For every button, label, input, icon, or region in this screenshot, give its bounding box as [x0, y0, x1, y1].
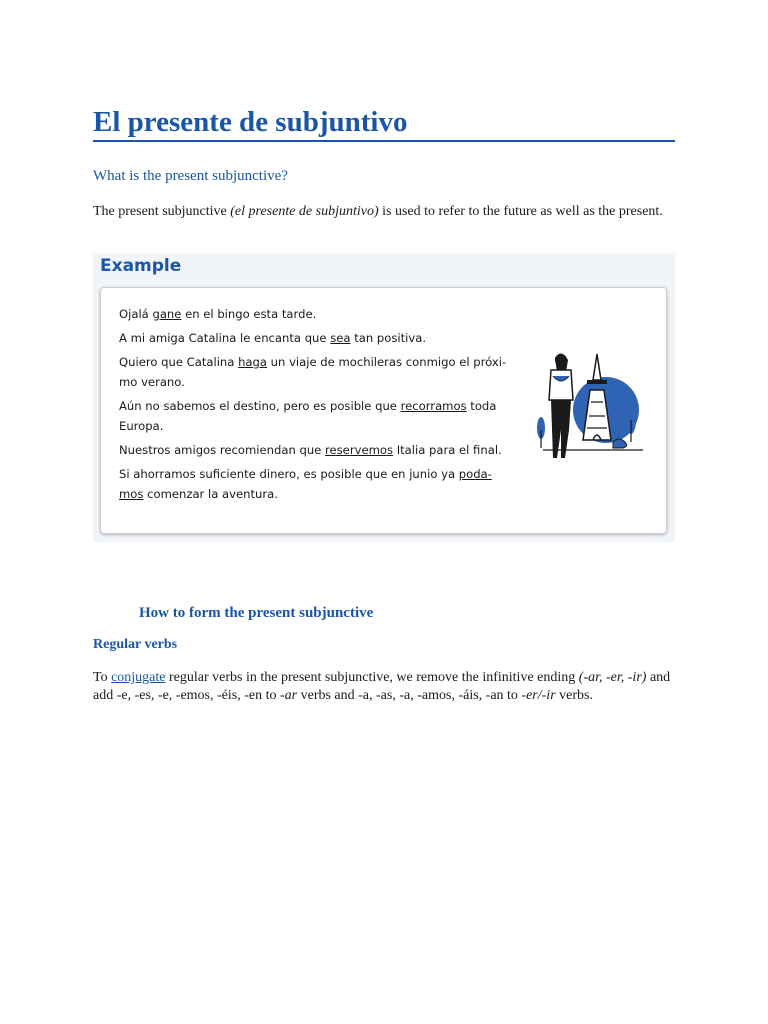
- line-text: Nuestros amigos recomiendan que: [119, 443, 325, 457]
- example-line: [119, 352, 514, 392]
- example-line: [119, 440, 514, 460]
- line-text: comenzar la aventura.: [143, 487, 278, 501]
- example-box: [93, 253, 675, 542]
- example-title: Example: [100, 256, 182, 276]
- page-title: El presente de subjuntivo: [93, 104, 675, 142]
- line-text: Ojalá: [119, 307, 153, 321]
- intro-question: What is the present subjunctive?: [93, 168, 288, 184]
- section-heading: How to form the present subjunctive: [139, 605, 374, 621]
- intro-text-italic: (el presente de subjuntivo): [230, 204, 379, 219]
- verb-underlined: sea: [330, 331, 351, 345]
- para-text: verbs and -a, -as, -a, -amos, -áis, -an to: [297, 688, 522, 703]
- line-text: tan positiva.: [350, 331, 427, 345]
- line-text: toda Europa.: [119, 399, 497, 433]
- para-text: and add -e, -es, -e, -emos, -éis, -en to: [93, 670, 671, 703]
- verb-underlined: reservemos: [325, 443, 394, 457]
- intro-text-after: is used to refer to the future as well as the present.: [378, 204, 663, 219]
- line-text: Aún no sabemos el destino, pero es posible que: [119, 399, 401, 413]
- er-ir-italic: -er/-ir: [521, 688, 556, 703]
- line-text: A mi amiga Catalina le encanta que: [119, 331, 331, 345]
- conjugate-link[interactable]: conjugate: [111, 670, 166, 685]
- intro-text-before: The present subjunctive: [93, 204, 231, 219]
- woman-eiffel-tower-illustration: [533, 350, 647, 468]
- example-line: [119, 396, 514, 436]
- endings-italic: (-ar, -er, -ir): [578, 670, 647, 685]
- ar-italic: -ar: [279, 688, 298, 703]
- conjugation-paragraph: [93, 669, 675, 705]
- para-text: regular verbs in the present subjunctive, we remove the infinitive ending: [165, 670, 579, 685]
- intro-paragraph: [93, 203, 675, 221]
- section-subheading: Regular verbs: [93, 637, 178, 652]
- line-text: Italia para el final.: [393, 443, 502, 457]
- line-text: Si ahorramos suficiente dinero, es posible que en junio ya: [119, 467, 459, 481]
- line-text: un viaje de mochileras conmigo el próxi-mo verano.: [119, 355, 507, 389]
- line-text: en el bingo esta tarde.: [181, 307, 317, 321]
- line-text: Quiero que Catalina: [119, 355, 239, 369]
- verb-underlined: haga: [238, 355, 267, 369]
- example-card: [100, 287, 667, 534]
- example-line: [119, 328, 514, 348]
- example-lines: [119, 304, 514, 508]
- example-line: [119, 304, 514, 324]
- example-line: [119, 464, 514, 504]
- verb-underlined: recorramos: [400, 399, 467, 413]
- para-text: To: [93, 670, 112, 685]
- verb-underlined: gane: [152, 307, 182, 321]
- verb-underlined: poda-mos: [119, 467, 492, 501]
- para-text: verbs.: [555, 688, 593, 703]
